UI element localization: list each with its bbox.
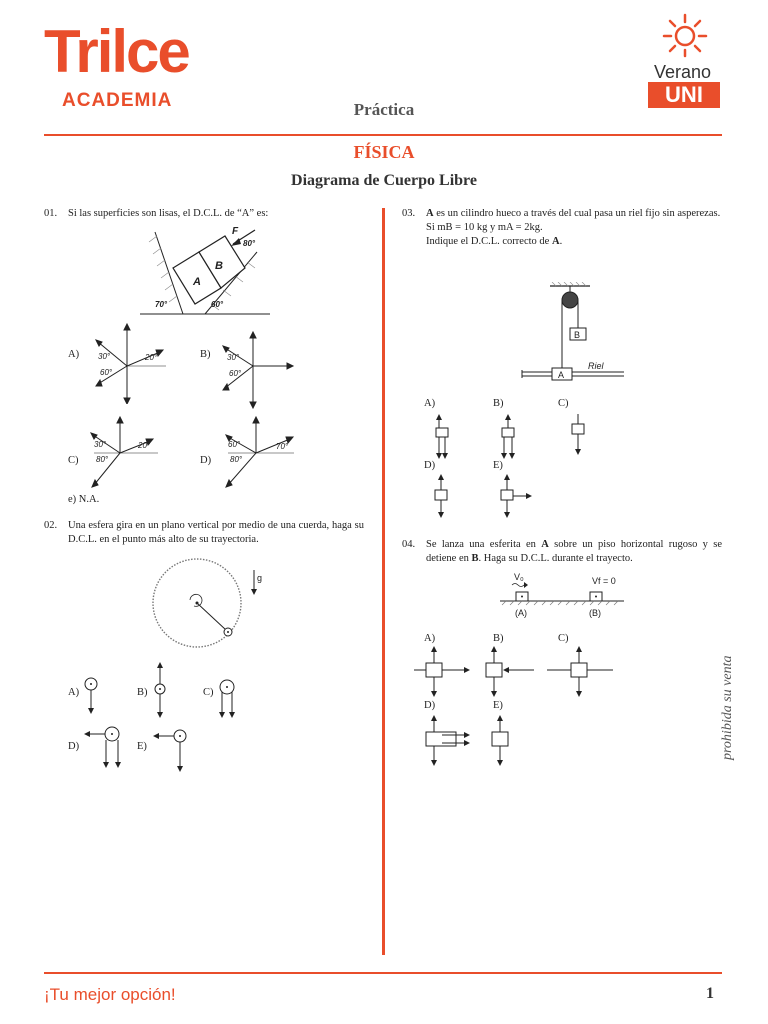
subject-title: FÍSICA: [353, 142, 415, 162]
question-03: [402, 207, 722, 281]
option-label: C): [558, 398, 569, 409]
topic-title: Diagrama de Cuerpo Libre: [291, 172, 477, 189]
question-number: 03.: [402, 208, 416, 219]
question-text: . Haga su D.C.L. durante el trayecto.: [478, 553, 633, 564]
final-velocity-label: Vf = 0: [592, 576, 616, 586]
option-label: B): [137, 687, 148, 698]
option-label: D): [200, 455, 212, 466]
fbd-option-c: [568, 412, 588, 462]
question-text: es un cilindro hueco a través del cual pasa un riel fijo sin asperezas.: [433, 208, 721, 219]
fbd-option-a: [432, 412, 452, 462]
question-number: 04.: [402, 539, 416, 550]
fbd-option-d: [220, 415, 300, 493]
block-a-label: A: [193, 276, 201, 288]
angle-label: 80°: [96, 455, 109, 464]
question-text: Una esfera gira en un plano vertical por medio de una cuerda, haga su D.C.L. en el punto más alto de su trayectoria.: [68, 520, 364, 545]
option-label: B): [493, 633, 504, 644]
instruction-text: .: [559, 236, 563, 247]
force-label: F: [232, 226, 239, 237]
option-label: A): [68, 349, 80, 360]
fbd-option-a: [82, 676, 100, 716]
fbd-option-b: [215, 330, 295, 410]
option-label: E): [137, 741, 147, 752]
body-label: A: [551, 236, 560, 247]
block-b-label: B: [574, 330, 581, 340]
side-note: prohibida su venta: [720, 655, 735, 760]
fbd-option-b: [498, 412, 518, 462]
angle-label: 30°: [98, 352, 111, 361]
body-label: A: [426, 208, 434, 219]
point-a-label: (A): [515, 608, 527, 618]
angle-label: 20°: [145, 353, 158, 362]
option-label: E): [493, 460, 503, 471]
rough-floor-figure: [498, 570, 626, 620]
block-a-label: A: [558, 370, 565, 380]
option-label: E): [493, 700, 503, 711]
angle-label: 20°: [138, 441, 151, 450]
option-label: C): [558, 633, 569, 644]
fbd-option-b: [151, 660, 169, 720]
angle-label: 60°: [229, 369, 242, 378]
instruction-text: Indique el D.C.L. correcto de: [426, 236, 552, 247]
question-text: Se lanza una esferita en: [426, 539, 542, 550]
angle-label: 30°: [94, 440, 107, 449]
fbd-option-e: [150, 726, 190, 774]
angle-right-label: 60°: [211, 300, 224, 309]
fbd-option-d: [430, 470, 454, 520]
force-angle-label: 80°: [243, 239, 256, 248]
point-b-label: (B): [589, 608, 601, 618]
option-label: A): [424, 633, 436, 644]
option-label: C): [68, 455, 79, 466]
angle-label: 60°: [100, 368, 113, 377]
option-label: D): [424, 700, 436, 711]
point-label: B: [471, 553, 479, 564]
fbd-option-c: [545, 643, 617, 701]
fbd-option-d: [414, 712, 474, 770]
question-number: 01.: [44, 208, 58, 219]
question-02: [44, 519, 364, 549]
question-text: sobre un piso horizontal rugoso y se detiene en: [426, 539, 722, 564]
question-04: [402, 538, 722, 568]
option-label: B): [493, 398, 504, 409]
fbd-option-e: [496, 470, 536, 520]
brand-logo: Trilce: [44, 18, 189, 85]
inclined-blocks-figure: [135, 222, 275, 318]
angle-label: 70°: [276, 442, 289, 451]
page-title: Práctica: [353, 100, 415, 119]
option-label: A): [68, 687, 80, 698]
question-number: 02.: [44, 520, 58, 531]
question-01: [44, 207, 364, 223]
pulley-rail-figure: [518, 282, 628, 382]
fbd-option-a: [414, 643, 474, 701]
option-label: D): [424, 460, 436, 471]
masses-text: Si mB = 10 kg y mA = 2kg.: [426, 222, 543, 233]
fbd-option-c: [216, 676, 238, 720]
angle-label: 60°: [228, 440, 241, 449]
brand-subtitle: ACADEMIA: [62, 90, 173, 111]
angle-label: 30°: [227, 353, 240, 362]
point-label: A: [541, 539, 549, 550]
rotating-sphere-figure: [150, 556, 268, 656]
program-badge: UNI: [648, 82, 720, 108]
option-label: A): [424, 398, 436, 409]
fbd-option-a: [90, 322, 168, 404]
footer-slogan: ¡Tu mejor opción!: [44, 985, 176, 1004]
option-label: D): [68, 741, 80, 752]
gravity-label: g: [257, 573, 263, 583]
block-b-label: B: [215, 260, 223, 272]
header-divider: [44, 134, 722, 136]
initial-velocity-label: V₀: [514, 572, 524, 582]
angle-label: 80°: [230, 455, 243, 464]
program-name: Verano: [654, 62, 712, 82]
sun-icon: [660, 12, 710, 58]
column-divider: [382, 208, 385, 955]
option-label: C): [203, 687, 214, 698]
question-text: Si las superficies son lisas, el D.C.L. de “A” es:: [68, 208, 269, 219]
angle-left-label: 70°: [155, 300, 168, 309]
rail-label: Riel: [588, 361, 604, 371]
fbd-option-d: [82, 724, 126, 770]
page-number: 1: [706, 985, 714, 1002]
footer-divider: [44, 972, 722, 974]
fbd-option-b: [480, 643, 540, 701]
option-label: B): [200, 349, 211, 360]
fbd-option-e: [484, 712, 524, 770]
option-label: e) N.A.: [68, 494, 100, 505]
fbd-option-c: [88, 415, 168, 493]
